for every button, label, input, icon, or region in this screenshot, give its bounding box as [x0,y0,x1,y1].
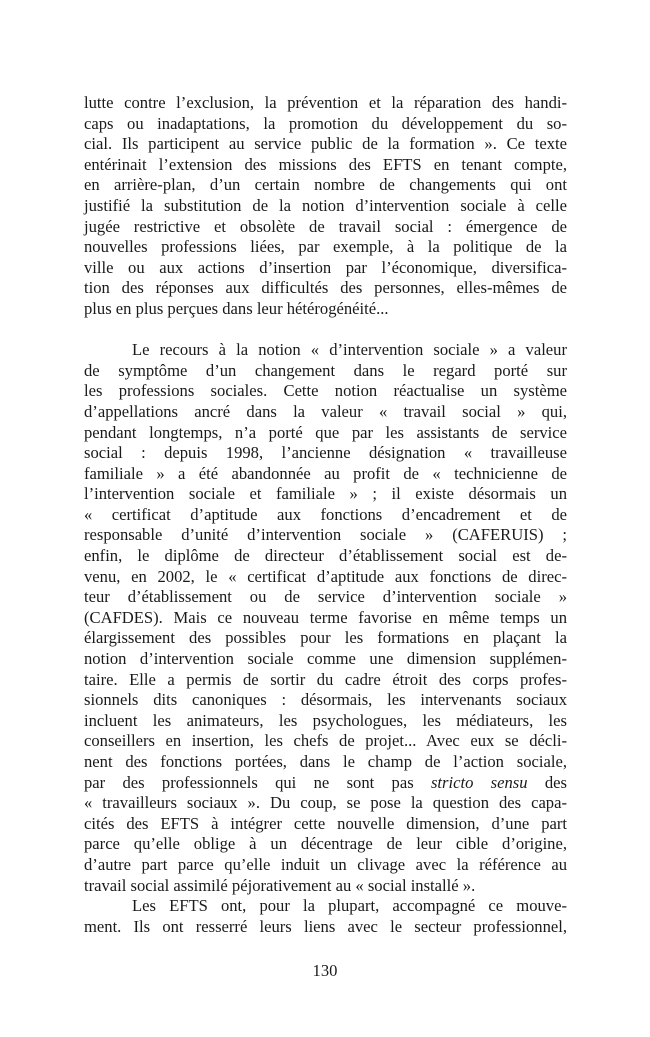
paragraph-gap [84,320,567,341]
text-line: lutte contre l’exclusion, la prévention et la réparation des handi- [84,93,567,112]
text-line: plus en plus perçues dans leur hétérogénéité... [84,298,389,318]
text-line: venu, en 2002, le « certificat d’aptitude aux fonctions de direc- [84,566,567,586]
text-line: social : depuis 1998, l’ancienne désignation « travailleuse [84,443,567,463]
paragraph-3 [84,896,567,937]
text-line: d’autre part parce qu’elle induit un clivage avec la référence au [84,854,567,874]
text-line: notion d’intervention sociale comme une dimension supplémen- [84,649,567,669]
text-line: enfin, le diplôme de directeur d’établissement social est de- [84,546,567,566]
text-line: « certificat d’aptitude aux fonctions d’encadrement et de [84,504,567,524]
text-line: teur d’établissement ou de service d’intervention sociale » [84,587,567,607]
text-line: pendant longtemps, n’a porté que par les assistants de service [84,422,567,442]
text-line: « travailleurs sociaux ». Du coup, se pose la question des capa- [84,793,567,813]
text-line: d’appellations ancré dans la valeur « travail social » qui, [84,401,567,421]
text-line: conseillers en insertion, les chefs de projet... Avec eux se décli- [84,731,567,751]
text-line: familiale » a été abandonnée au profit de « technicienne de [84,463,567,483]
text-line: ment. Ils ont resserré leurs liens avec le secteur professionnel, [84,916,567,936]
text-line: caps ou inadaptations, la promotion du développement du so- [84,113,567,133]
text-line: élargissement des possibles pour les formations en plaçant la [84,628,567,648]
text-line: taire. Elle a permis de sortir du cadre étroit des corps profes- [84,669,567,689]
text-line: cial. Ils participent au service public de la formation ». Ce texte [84,134,567,154]
text-line: en arrière-plan, d’un certain nombre de changements qui ont [84,175,567,195]
text-line: parce qu’elle oblige à un décentrage de leur cible d’origine, [84,834,567,854]
text-line: jugée restrictive et obsolète de travail social : émergence de [84,216,567,236]
text-line: responsable d’unité d’intervention sociale » (CAFERUIS) ; [84,525,567,545]
page-number: 130 [312,961,338,980]
text-line: nouvelles professions liées, par exemple, à la politique de la [84,237,567,257]
text-line: tion des réponses aux difficultés des personnes, elles-mêmes de [84,278,567,298]
text-run: par des professionnels qui ne sont pas [84,772,431,792]
text-line: l’intervention sociale et familiale » ; il existe désormais un [84,484,567,504]
text-line: incluent les animateurs, les psychologues, les médiateurs, les [84,710,567,730]
text-line: entérinait l’extension des missions des EFTS en tenant compte, [84,154,567,174]
text-line: (CAFDES). Mais ce nouveau terme favorise en même temps un [84,607,567,627]
text-line: Les EFTS ont, pour la plupart, accompagné ce mouve- [132,896,567,916]
text-line: travail social assimilé péjorativement au « social installé ». [84,875,476,895]
text-run: des [527,772,567,792]
text-line: Le recours à la notion « d’intervention sociale » a valeur [132,340,567,360]
text-line-with-italic [84,773,567,794]
text-line: justifié la substitution de la notion d’intervention sociale à celle [84,195,567,215]
text-line: sionnels dits canoniques : désormais, les intervenants sociaux [84,690,567,710]
italic-phrase: stricto sensu [430,772,528,792]
text-line: de symptôme d’un changement dans le regard porté sur [84,360,567,380]
paragraph-1 [84,93,567,320]
text-line: les professions sociales. Cette notion réactualise un système [84,381,567,401]
text-line: cités des EFTS à intégrer cette nouvelle dimension, d’une part [84,813,567,833]
text-line: nent des fonctions portées, dans le champ de l’action sociale, [84,752,567,771]
text-line: ville ou aux actions d’insertion par l’économique, diversifica- [84,257,567,277]
page-body [84,93,567,937]
paragraph-2 [84,340,567,896]
